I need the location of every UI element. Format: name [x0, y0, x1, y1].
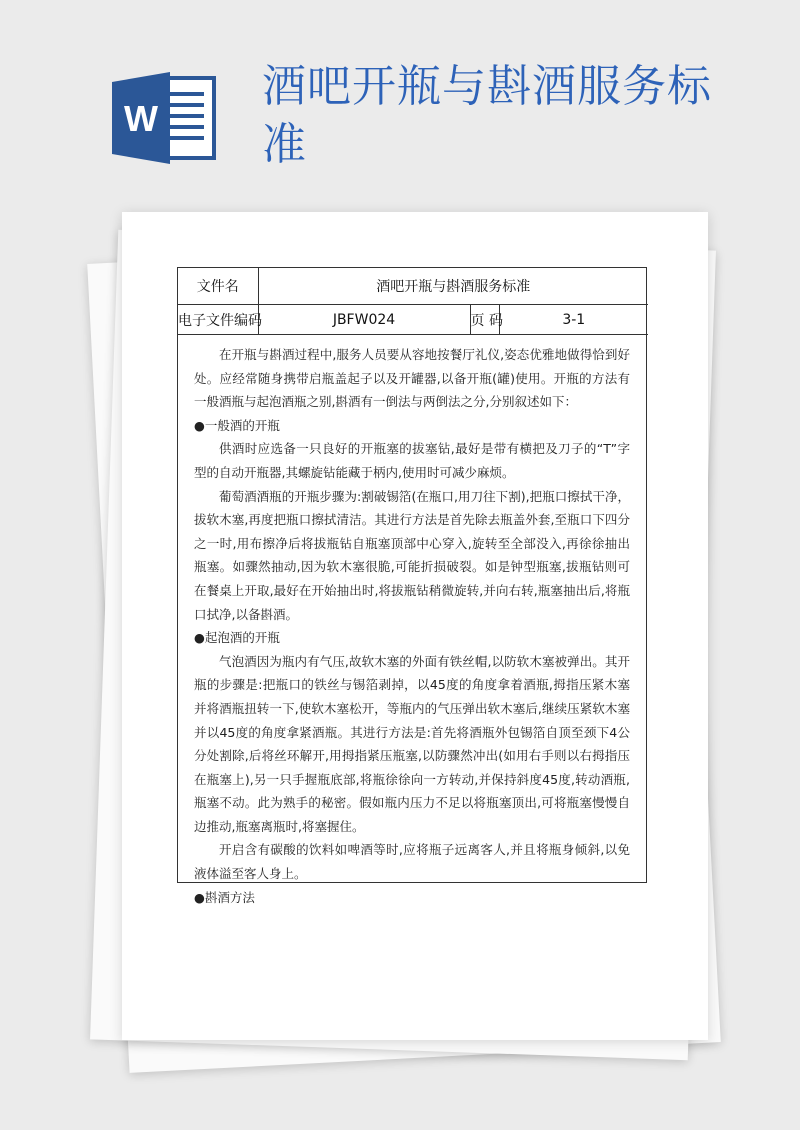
file-code-label: 电子文件编码: [178, 305, 258, 335]
document-frame: [177, 267, 647, 905]
section-heading: ●斟酒方法: [194, 889, 255, 905]
paragraph: 葡萄酒酒瓶的开瓶步骤为:割破锡箔(在瓶口,用刀往下割),把瓶口擦拭干净，拔软木塞,再度把瓶口擦拭清洁。其进行方法是首先除去瓶盖外套,至瓶口下四分之一时,用布擦净后将拔瓶钻自瓶塞顶部中心穿入,旋转至全部没入,再徐徐抽出瓶塞。如骤然抽动,因为软木塞很脆,可能折损破裂。如是钟型瓶塞,拔瓶钻则可在餐桌上开取,最好在开始抽出时,将拔瓶钻稍微旋转,并向右转,瓶塞抽出后,将瓶口拭净,以备斟酒。: [194, 488, 630, 622]
file-name-value: 酒吧开瓶与斟酒服务标准: [258, 268, 648, 305]
page-number-value: 3-1: [499, 305, 648, 335]
page-title: 酒吧开瓶与斟酒服务标准: [262, 61, 712, 170]
paragraph: 在开瓶与斟酒过程中,服务人员要从容地按餐厅礼仪,姿态优雅地做得恰到好处。应经常随身携带启瓶盖起子以及开罐器,以备开瓶(罐)使用。开瓶的方法有一般酒瓶与起泡酒瓶之别,斟酒有一倒法与两倒法之分,分别叙述如下：: [194, 347, 630, 410]
page-number-label: 页 码: [470, 305, 499, 335]
file-name-label: 文件名: [178, 268, 258, 305]
section-heading: ●一般酒的开瓶: [194, 417, 280, 433]
document-page: [122, 212, 708, 1040]
section-heading: ●起泡酒的开瓶: [194, 630, 280, 646]
paragraph: 气泡酒因为瓶内有气压,故软木塞的外面有铁丝帽,以防软木塞被弹出。其开瓶的步骤是:把瓶口的铁丝与锡箔剥掉，以45度的角度拿着酒瓶,拇指压紧木塞并将酒瓶扭转一下,使软木塞松开，等瓶内的气压弹出软木塞后,继续压紧软木塞并以45度的角度拿紧酒瓶。其进行方法是:首先将酒瓶外包锡箔自顶至颈下4公分处割除,后将丝环解开,用拇指紧压瓶塞,以防骤然冲出(如用右手则以右拇指压在瓶塞上),另一只手握瓶底部,将瓶徐徐向一方转动,并保持斜度45度,转动酒瓶,瓶塞不动。此为熟手的秘密。假如瓶内压力不足以将瓶塞顶出,可将瓶塞慢慢自边推动,瓶塞离瓶时,将塞握住。: [194, 653, 630, 834]
file-code-value: JBFW024: [258, 305, 470, 335]
paragraph: 供酒时应选备一只良好的开瓶塞的拔塞钻,最好是带有横把及刀子的“T”字型的自动开瓶器,其螺旋钻能藏于柄内,使用时可减少麻烦。: [194, 441, 630, 480]
word-document-icon: [112, 72, 216, 164]
document-header-table: [178, 268, 648, 335]
paragraph: 开启含有碳酸的饮料如啤酒等时,应将瓶子远离客人,并且将瓶身倾斜,以免液体溢至客人身上。: [194, 842, 630, 882]
svg-text:W: W: [124, 98, 158, 139]
document-body: [178, 335, 646, 909]
